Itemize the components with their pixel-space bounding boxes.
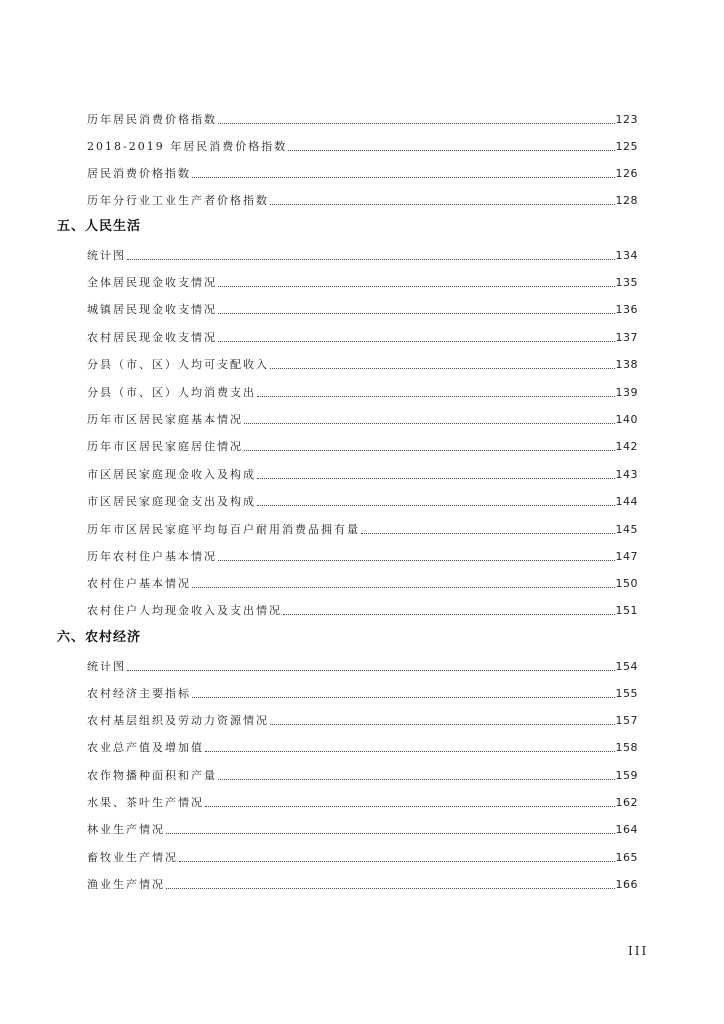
toc-entry-title: 历年分行业工业生产者价格指数	[87, 194, 269, 207]
leader-dots	[218, 560, 615, 561]
toc-entry-page: 154	[615, 660, 638, 673]
toc-entry-title: 统计图	[87, 249, 126, 262]
toc-entry-page: 166	[615, 878, 638, 891]
toc-entry-title: 农村基层组织及劳动力资源情况	[87, 714, 269, 727]
leader-dots	[218, 341, 615, 342]
toc-entry-page: 142	[615, 440, 638, 453]
toc-entry-page: 126	[615, 167, 638, 180]
toc-entry-title: 历年市区居民家庭居住情况	[87, 440, 243, 453]
toc-entry[interactable]	[0, 763, 724, 783]
toc-entry-page: 164	[615, 823, 638, 836]
toc-entry[interactable]	[0, 407, 724, 427]
leader-dots	[244, 423, 615, 424]
leader-dots	[270, 204, 615, 205]
leader-dots	[288, 150, 614, 151]
toc-entry-title: 畜牧业生产情况	[87, 851, 178, 864]
toc-entry[interactable]	[0, 681, 724, 701]
toc-entry[interactable]	[0, 790, 724, 810]
toc-entry[interactable]	[0, 544, 724, 564]
section-heading-people-life: 五、人民生活	[57, 219, 142, 234]
toc-entry-title: 农村住户基本情况	[87, 577, 191, 590]
toc-entry[interactable]	[0, 872, 724, 892]
toc-entry[interactable]	[0, 598, 724, 618]
toc-entry-page: 151	[615, 604, 638, 617]
toc-entry-page: 145	[615, 523, 638, 536]
toc-entry-title: 城镇居民现金收支情况	[87, 303, 217, 316]
toc-entry-title: 农村住户人均现金收入及支出情况	[87, 604, 282, 617]
toc-entry-page: 144	[615, 495, 638, 508]
toc-entry[interactable]	[0, 735, 724, 755]
toc-entry-title: 农村经济主要指标	[87, 687, 191, 700]
toc-entry-page: 134	[615, 249, 638, 262]
leader-dots	[361, 533, 615, 534]
toc-entry-title: 历年市区居民家庭基本情况	[87, 413, 243, 426]
leader-dots	[218, 313, 615, 314]
toc-entry-title: 林业生产情况	[87, 823, 165, 836]
toc-entry[interactable]	[0, 325, 724, 345]
toc-entry-title: 2018-2019 年居民消费价格指数	[87, 140, 288, 153]
leader-dots	[218, 123, 615, 124]
toc-entry-page: 157	[615, 714, 638, 727]
leader-dots	[270, 724, 615, 725]
toc-entry-title: 分县（市、区）人均消费支出	[87, 386, 256, 399]
leader-dots	[205, 751, 615, 752]
toc-entry-title: 农村居民现金收支情况	[87, 331, 217, 344]
toc-entry[interactable]	[0, 134, 724, 154]
toc-entry-page: 135	[615, 276, 638, 289]
toc-entry[interactable]	[0, 708, 724, 728]
leader-dots	[257, 396, 615, 397]
toc-entry-title: 历年农村住户基本情况	[87, 550, 217, 563]
toc-entry-title: 水果、茶叶生产情况	[87, 796, 204, 809]
leader-dots	[192, 697, 615, 698]
leader-dots	[166, 833, 615, 834]
toc-entry[interactable]	[0, 517, 724, 537]
toc-entry-page: 139	[615, 386, 638, 399]
toc-entry[interactable]	[0, 243, 724, 263]
toc-entry-title: 渔业生产情况	[87, 878, 165, 891]
leader-dots	[270, 368, 615, 369]
leader-dots	[127, 259, 615, 260]
toc-entry-page: 147	[615, 550, 638, 563]
leader-dots	[257, 505, 615, 506]
toc-entry-title: 统计图	[87, 660, 126, 673]
leader-dots	[205, 806, 615, 807]
toc-entry-page: 150	[615, 577, 638, 590]
toc-entry-page: 159	[615, 769, 638, 782]
toc-entry-title: 市区居民家庭现金支出及构成	[87, 495, 256, 508]
toc-entry-page: 123	[615, 113, 638, 126]
leader-dots	[166, 888, 615, 889]
toc-entry-title: 居民消费价格指数	[87, 167, 191, 180]
toc-entry-page: 125	[615, 140, 638, 153]
toc-entry[interactable]	[0, 434, 724, 454]
leader-dots	[192, 587, 615, 588]
toc-entry[interactable]	[0, 161, 724, 181]
toc-entry[interactable]	[0, 489, 724, 509]
toc-entry-page: 143	[615, 468, 638, 481]
toc-entry-title: 农作物播种面积和产量	[87, 769, 217, 782]
toc-entry-page: 136	[615, 303, 638, 316]
leader-dots	[257, 478, 615, 479]
toc-entry-title: 全体居民现金收支情况	[87, 276, 217, 289]
toc-entry[interactable]	[0, 380, 724, 400]
leader-dots	[218, 286, 615, 287]
page-number-footer: III	[628, 944, 649, 958]
toc-entry[interactable]	[0, 297, 724, 317]
toc-entry[interactable]	[0, 352, 724, 372]
toc-entry-page: 165	[615, 851, 638, 864]
leader-dots	[218, 779, 615, 780]
toc-entry-title: 历年市区居民家庭平均每百户耐用消费品拥有量	[87, 523, 360, 536]
toc-entry-page: 128	[615, 194, 638, 207]
toc-entry[interactable]	[0, 188, 724, 208]
toc-entry-page: 158	[615, 741, 638, 754]
toc-entry-page: 140	[615, 413, 638, 426]
toc-entry-page: 162	[615, 796, 638, 809]
leader-dots	[244, 450, 615, 451]
toc-entry-title: 农业总产值及增加值	[87, 741, 204, 754]
toc-entry[interactable]	[0, 817, 724, 837]
leader-dots	[192, 177, 615, 178]
toc-entry-page: 138	[615, 358, 638, 371]
toc-entry-title: 历年居民消费价格指数	[87, 113, 217, 126]
toc-entry[interactable]	[0, 270, 724, 290]
toc-entry[interactable]	[0, 845, 724, 865]
toc-entry-page: 155	[615, 687, 638, 700]
toc-entry-title: 分县（市、区）人均可支配收入	[87, 358, 269, 371]
toc-entry[interactable]	[0, 571, 724, 591]
toc-entry-page: 137	[615, 331, 638, 344]
leader-dots	[283, 614, 615, 615]
toc-entry[interactable]	[0, 654, 724, 674]
leader-dots	[127, 670, 615, 671]
section-heading-rural-economy: 六、农村经济	[57, 630, 142, 645]
toc-entry[interactable]	[0, 107, 724, 127]
toc-entry[interactable]	[0, 462, 724, 482]
leader-dots	[179, 861, 615, 862]
toc-entry-title: 市区居民家庭现金收入及构成	[87, 468, 256, 481]
